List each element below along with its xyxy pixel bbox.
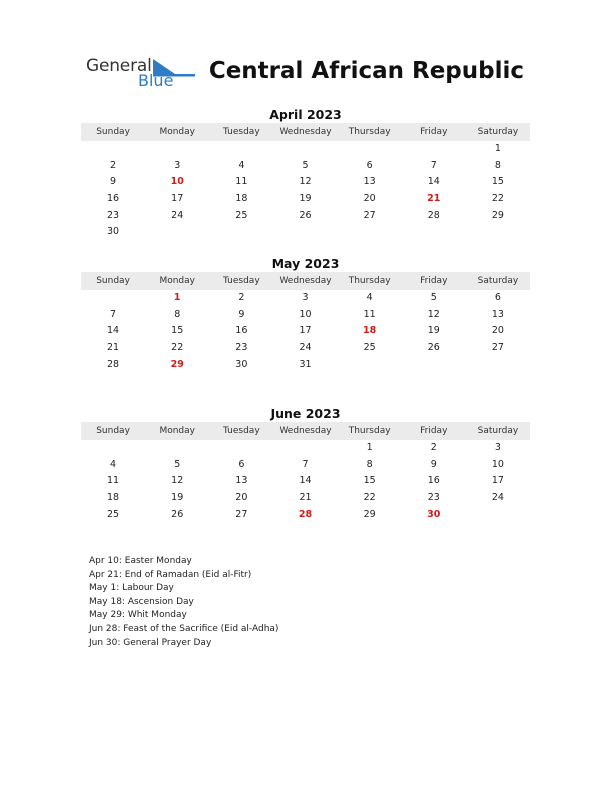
day-cell: 14 xyxy=(107,325,120,337)
weekday-header: Friday xyxy=(420,127,448,137)
weekday-header-row xyxy=(81,422,530,440)
weekday-header-row xyxy=(81,272,530,290)
holiday-list-item: May 29: Whit Monday xyxy=(89,610,187,621)
empty-day-cell xyxy=(402,224,466,241)
week-row xyxy=(81,357,530,374)
holiday-day-cell: 18 xyxy=(363,325,377,337)
day-cell: 7 xyxy=(302,458,309,470)
empty-day-cell xyxy=(209,224,273,241)
day-cell: 30 xyxy=(235,358,248,370)
day-cell: 2 xyxy=(238,292,245,303)
month-title: June 2023 xyxy=(270,406,341,421)
day-cell: 4 xyxy=(110,458,117,470)
empty-day-cell xyxy=(81,141,145,158)
weekday-header: Wednesday xyxy=(279,276,332,286)
day-cell: 10 xyxy=(299,308,312,320)
day-cell: 26 xyxy=(171,508,184,520)
calendar-month-april xyxy=(81,106,530,241)
day-cell: 15 xyxy=(363,475,376,487)
holiday-list-item: Apr 10: Easter Monday xyxy=(89,556,192,566)
empty-day-cell xyxy=(209,440,273,457)
day-cell: 28 xyxy=(107,358,120,370)
empty-day-cell xyxy=(338,224,402,241)
day-cell: 14 xyxy=(299,475,312,487)
empty-day-cell xyxy=(145,141,209,158)
day-cell: 8 xyxy=(174,308,181,320)
day-cell: 2 xyxy=(110,159,117,171)
day-cell: 16 xyxy=(107,193,120,205)
day-cell: 19 xyxy=(427,325,440,337)
empty-day-cell xyxy=(466,224,530,241)
holiday-day-cell: 30 xyxy=(427,508,441,520)
weekday-header: Sunday xyxy=(96,276,130,286)
holiday-day-cell: 10 xyxy=(170,176,184,188)
day-cell: 14 xyxy=(427,176,440,188)
day-cell: 1 xyxy=(494,143,501,154)
holiday-list-item: Apr 21: End of Ramadan (Eid al-Fitr) xyxy=(89,569,252,580)
week-row xyxy=(81,141,530,158)
empty-day-cell xyxy=(466,507,530,524)
empty-day-cell xyxy=(273,440,337,457)
logo-text-general: General xyxy=(86,56,152,76)
day-cell: 18 xyxy=(107,492,120,504)
empty-day-cell xyxy=(145,440,209,457)
day-cell: 3 xyxy=(494,442,501,453)
weekday-header: Sunday xyxy=(96,426,130,436)
empty-day-cell xyxy=(466,357,530,374)
holiday-list-item: Jun 28: Feast of the Sacrifice (Eid al-Adha) xyxy=(89,623,279,634)
empty-day-cell xyxy=(145,224,209,241)
day-cell: 4 xyxy=(238,159,245,171)
holiday-list-item: May 18: Ascension Day xyxy=(89,596,194,607)
page-title: Central African Republic xyxy=(208,58,524,84)
empty-day-cell xyxy=(209,141,273,158)
holiday-day-cell: 21 xyxy=(427,193,441,205)
day-cell: 30 xyxy=(107,226,120,238)
day-cell: 26 xyxy=(299,209,312,221)
holiday-list-item: Jun 30: General Prayer Day xyxy=(89,637,212,648)
weekday-header: Thursday xyxy=(348,426,391,436)
day-cell: 27 xyxy=(491,342,504,354)
day-cell: 9 xyxy=(430,458,437,470)
calendar-month-may xyxy=(81,255,530,373)
empty-day-cell xyxy=(273,141,337,158)
day-cell: 6 xyxy=(238,458,245,470)
day-cell: 12 xyxy=(299,176,312,188)
day-cell: 2 xyxy=(430,442,437,453)
day-cell: 8 xyxy=(494,159,501,171)
weekday-header: Saturday xyxy=(477,276,519,286)
week-row xyxy=(81,224,530,241)
day-cell: 22 xyxy=(491,193,504,205)
weekday-header: Wednesday xyxy=(279,127,332,137)
empty-day-cell xyxy=(273,224,337,241)
day-cell: 21 xyxy=(107,342,120,354)
day-cell: 19 xyxy=(171,492,184,504)
weekday-header: Tuesday xyxy=(223,276,260,286)
day-cell: 13 xyxy=(491,308,504,320)
calendar-month-june xyxy=(81,405,530,523)
week-row xyxy=(81,340,530,357)
holiday-day-cell: 28 xyxy=(298,508,313,520)
day-cell: 25 xyxy=(107,508,120,520)
weekday-header: Wednesday xyxy=(279,426,332,436)
week-row xyxy=(81,307,530,324)
generalblue-logo xyxy=(86,56,196,92)
day-cell: 1 xyxy=(366,442,373,453)
week-row xyxy=(81,208,530,225)
day-cell: 22 xyxy=(363,492,376,504)
week-row xyxy=(81,174,530,191)
day-cell: 17 xyxy=(171,193,184,205)
logo-text-blue: Blue xyxy=(138,71,174,90)
weekday-header: Sunday xyxy=(96,127,130,137)
month-title: April 2023 xyxy=(269,107,342,122)
week-row xyxy=(81,191,530,208)
day-cell: 26 xyxy=(427,342,440,354)
week-row xyxy=(81,490,530,507)
weekday-header: Monday xyxy=(159,276,195,286)
day-cell: 4 xyxy=(366,292,373,303)
day-cell: 5 xyxy=(174,458,181,470)
weekday-header: Saturday xyxy=(477,127,519,137)
day-cell: 23 xyxy=(107,209,120,221)
week-row xyxy=(81,473,530,490)
day-cell: 11 xyxy=(107,475,120,487)
day-cell: 24 xyxy=(299,342,312,354)
day-cell: 25 xyxy=(235,209,248,221)
day-cell: 7 xyxy=(430,159,437,171)
day-cell: 24 xyxy=(491,492,504,504)
weekday-header: Friday xyxy=(420,276,448,286)
day-cell: 19 xyxy=(299,193,312,205)
empty-day-cell xyxy=(338,357,402,374)
day-cell: 21 xyxy=(299,492,312,504)
day-cell: 15 xyxy=(171,325,184,337)
day-cell: 29 xyxy=(363,508,376,520)
weekday-header-row xyxy=(81,123,530,141)
day-cell: 27 xyxy=(363,209,376,221)
weekday-header: Monday xyxy=(159,127,195,137)
day-cell: 7 xyxy=(110,308,117,320)
week-row xyxy=(81,323,530,340)
day-cell: 25 xyxy=(363,342,376,354)
day-cell: 20 xyxy=(235,492,248,504)
holiday-list-item: May 1: Labour Day xyxy=(89,583,174,594)
day-cell: 3 xyxy=(302,292,309,303)
weekday-header: Tuesday xyxy=(223,426,260,436)
day-cell: 28 xyxy=(427,209,440,221)
day-cell: 20 xyxy=(363,193,376,205)
day-cell: 11 xyxy=(235,176,248,188)
day-cell: 24 xyxy=(171,209,184,221)
day-cell: 5 xyxy=(302,159,309,171)
weekday-header: Monday xyxy=(159,426,195,436)
day-cell: 12 xyxy=(171,475,184,487)
day-cell: 27 xyxy=(235,508,248,520)
holiday-list xyxy=(89,555,278,650)
day-cell: 9 xyxy=(238,308,245,320)
empty-day-cell xyxy=(81,290,145,307)
weekday-header: Saturday xyxy=(477,426,519,436)
weekday-header: Tuesday xyxy=(223,127,260,137)
day-cell: 17 xyxy=(491,475,504,487)
day-cell: 22 xyxy=(171,342,184,354)
week-row xyxy=(81,457,530,474)
day-cell: 23 xyxy=(427,492,440,504)
empty-day-cell xyxy=(402,141,466,158)
empty-day-cell xyxy=(338,141,402,158)
day-cell: 9 xyxy=(110,176,117,188)
day-cell: 13 xyxy=(363,176,376,188)
week-row xyxy=(81,440,530,457)
day-cell: 31 xyxy=(299,358,312,370)
day-cell: 16 xyxy=(235,325,248,337)
day-cell: 5 xyxy=(430,292,437,303)
weekday-header: Thursday xyxy=(348,127,391,137)
day-cell: 20 xyxy=(491,325,504,337)
day-cell: 17 xyxy=(299,325,312,337)
week-row xyxy=(81,290,530,307)
empty-day-cell xyxy=(402,357,466,374)
day-cell: 15 xyxy=(491,176,504,188)
day-cell: 6 xyxy=(366,159,373,171)
week-row xyxy=(81,507,530,524)
day-cell: 23 xyxy=(235,342,248,354)
day-cell: 18 xyxy=(235,193,248,205)
day-cell: 29 xyxy=(491,209,504,221)
day-cell: 12 xyxy=(427,308,440,320)
day-cell: 10 xyxy=(491,458,504,470)
day-cell: 3 xyxy=(174,159,181,171)
empty-day-cell xyxy=(81,440,145,457)
weekday-header: Friday xyxy=(420,426,448,436)
day-cell: 16 xyxy=(427,475,440,487)
day-cell: 6 xyxy=(494,292,501,303)
day-cell: 8 xyxy=(366,458,373,470)
holiday-day-cell: 29 xyxy=(170,358,184,370)
day-cell: 13 xyxy=(235,475,248,487)
month-title: May 2023 xyxy=(271,256,340,271)
weekday-header: Thursday xyxy=(348,276,391,286)
holiday-day-cell: 1 xyxy=(173,292,181,303)
week-row xyxy=(81,158,530,175)
day-cell: 11 xyxy=(363,308,376,320)
